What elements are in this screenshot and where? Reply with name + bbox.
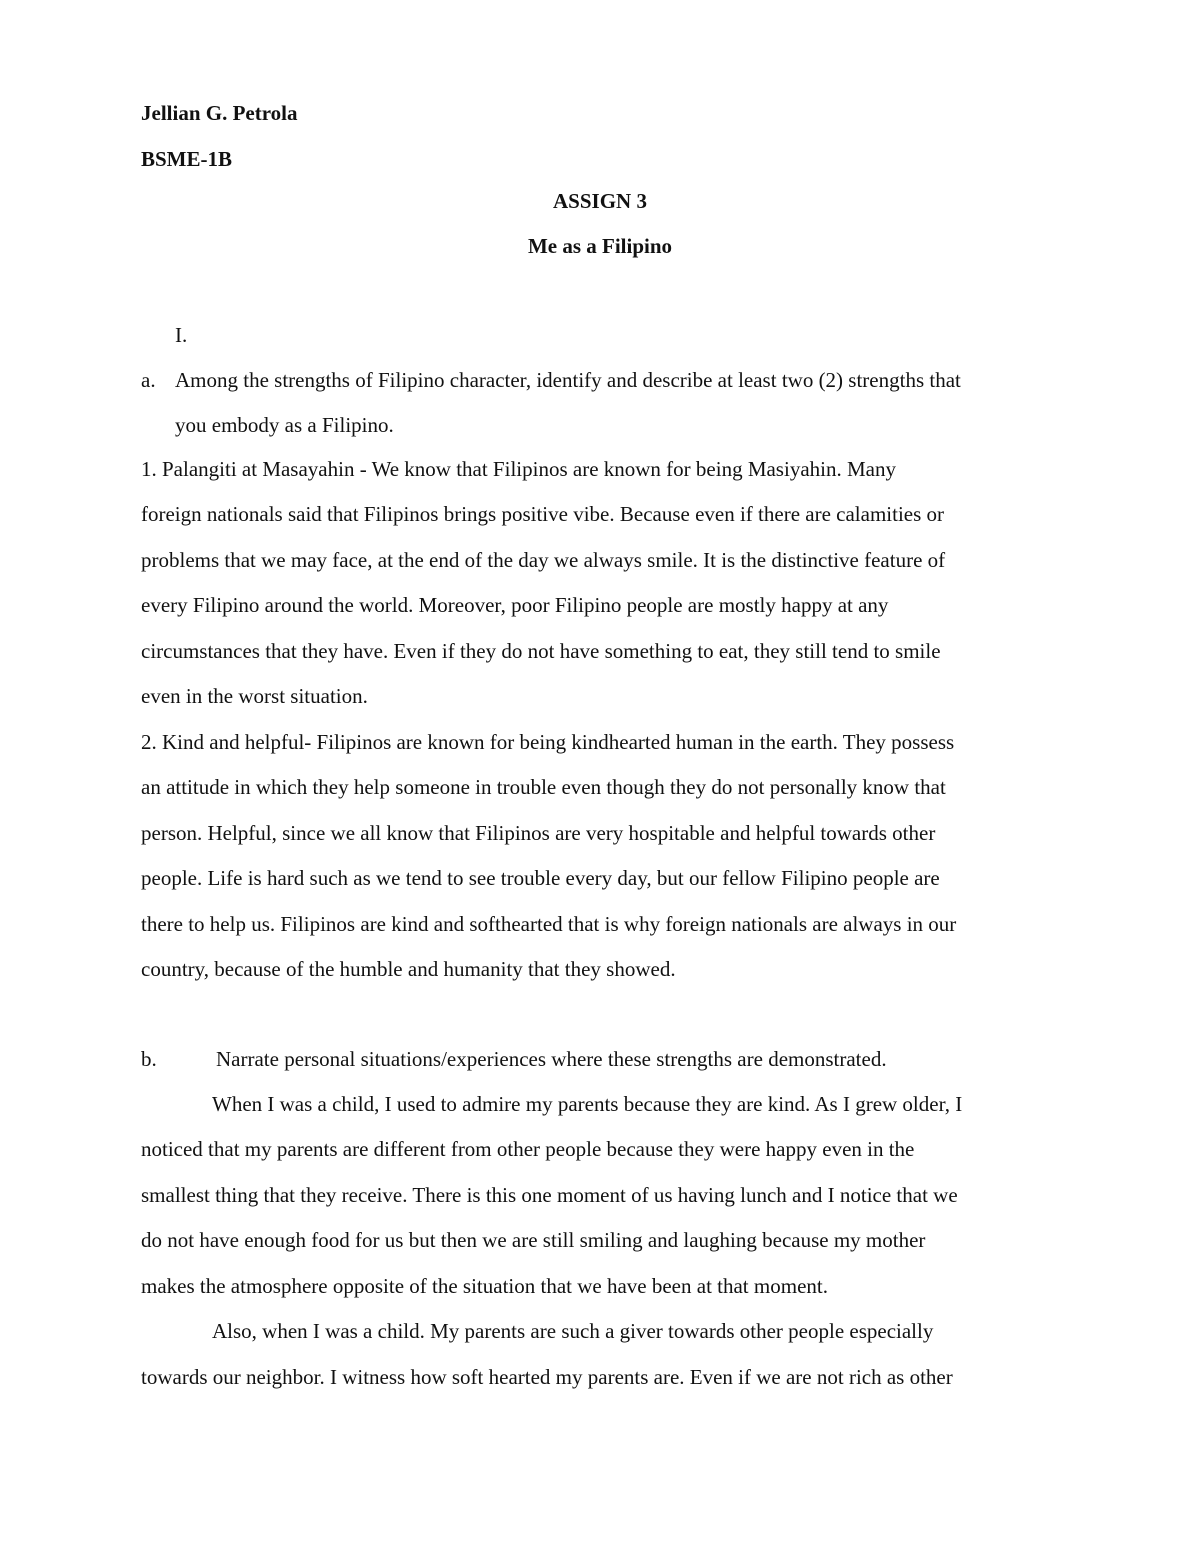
- question-a-line-2: you embody as a Filipino.: [175, 413, 394, 437]
- paragraph-1-line: makes the atmosphere opposite of the situation that we have been at that moment.: [141, 1274, 828, 1298]
- question-b-marker: b.: [141, 1047, 157, 1071]
- strength-2-line: person. Helpful, since we all know that Filipinos are very hospitable and helpful towards other: [141, 821, 936, 845]
- paragraph-1-line: smallest thing that they receive. There is this one moment of us having lunch and I notice that we: [141, 1183, 958, 1207]
- paragraph-2-line: towards our neighbor. I witness how soft hearted my parents are. Even if we are not rich as other: [141, 1365, 953, 1389]
- document-title: Me as a Filipino: [527, 234, 673, 258]
- question-a-marker: a.: [141, 368, 156, 392]
- paragraph-2-line: Also, when I was a child. My parents are such a giver towards other people especially: [212, 1319, 934, 1343]
- strength-1-line: even in the worst situation.: [141, 684, 368, 708]
- paragraph-1-line: do not have enough food for us but then we are still smiling and laughing because my mother: [141, 1228, 926, 1252]
- strength-1-line: foreign nationals said that Filipinos brings positive vibe. Because even if there are calamities or: [141, 502, 945, 526]
- assignment-label: ASSIGN 3: [553, 189, 647, 213]
- strength-1-line: every Filipino around the world. Moreover, poor Filipino people are mostly happy at any: [141, 593, 889, 617]
- student-course: BSME-1B: [141, 147, 233, 171]
- strength-1-line: problems that we may face, at the end of the day we always smile. It is the distinctive feature of: [141, 548, 946, 572]
- paragraph-1-line: noticed that my parents are different from other people because they were happy even in the: [141, 1137, 915, 1161]
- question-a-line-1: Among the strengths of Filipino character, identify and describe at least two (2) strengths that: [175, 368, 961, 392]
- strength-2-line: country, because of the humble and humanity that they showed.: [141, 957, 676, 981]
- student-name: Jellian G. Petrola: [141, 101, 298, 125]
- question-b-text: Narrate personal situations/experiences where these strengths are demonstrated.: [216, 1047, 887, 1071]
- section-numeral: I.: [175, 323, 188, 347]
- strength-1-line: circumstances that they have. Even if they do not have something to eat, they still tend to smile: [141, 639, 941, 663]
- strength-2-line: there to help us. Filipinos are kind and softhearted that is why foreign nationals are always in our: [141, 912, 957, 936]
- strength-1-line: 1. Palangiti at Masayahin - We know that Filipinos are known for being Masiyahin. Many: [141, 457, 896, 481]
- strength-2-line: people. Life is hard such as we tend to see trouble every day, but our fellow Filipino people are: [141, 866, 940, 890]
- paragraph-1-line: When I was a child, I used to admire my parents because they are kind. As I grew older, I: [212, 1092, 963, 1116]
- strength-2-line: an attitude in which they help someone in trouble even though they do not personally know that: [141, 775, 946, 799]
- strength-2-line: 2. Kind and helpful- Filipinos are known for being kindhearted human in the earth. They possess: [141, 730, 955, 754]
